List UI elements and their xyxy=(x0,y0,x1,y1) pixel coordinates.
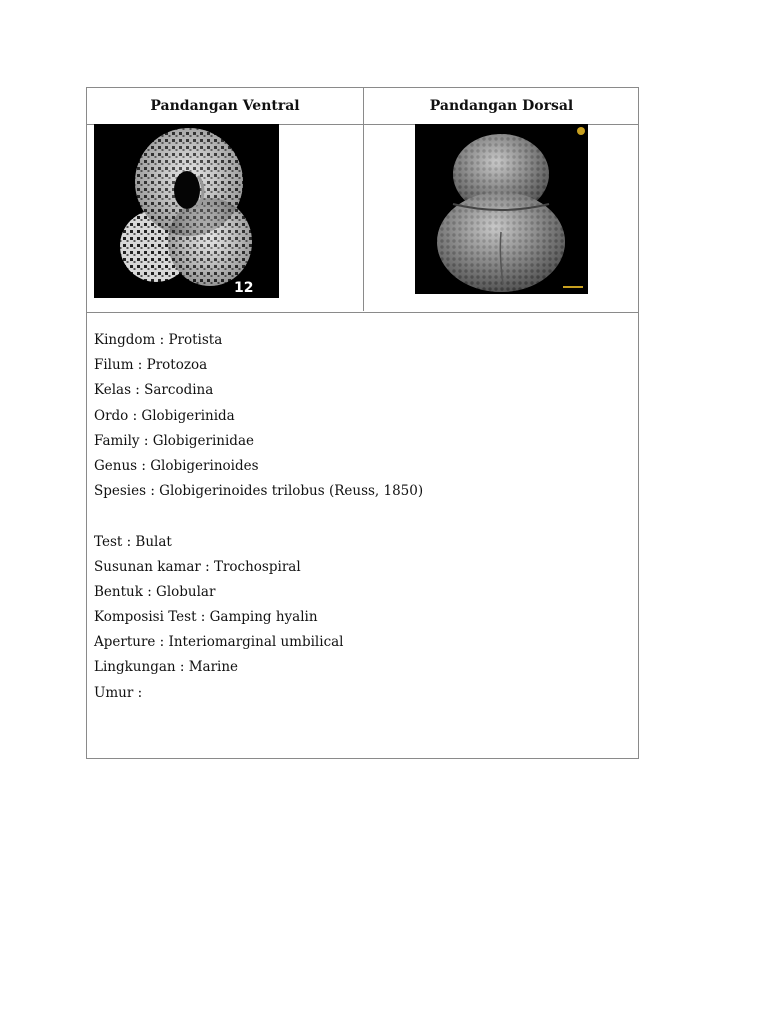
ventral-plate-number: 12 xyxy=(234,280,254,296)
test-line: Test : Bulat xyxy=(94,533,172,550)
umur-line: Umur : xyxy=(94,684,143,701)
blank-line xyxy=(94,504,624,529)
ordo-line: Ordo : Globigerinida xyxy=(94,407,235,424)
header-ventral: Pandangan Ventral xyxy=(150,98,300,114)
komposisi-test-line: Komposisi Test : Gamping hyalin xyxy=(94,609,318,626)
ventral-view-image xyxy=(94,124,279,298)
specimen-table xyxy=(86,87,639,759)
bentuk-line: Bentuk : Globular xyxy=(94,583,216,600)
aperture-line: Aperture : Interiomarginal umbilical xyxy=(94,634,344,651)
spesies-line: Spesies : Globigerinoides trilobus (Reuss, 1850) xyxy=(94,483,424,500)
filum-line: Filum : Protozoa xyxy=(94,357,208,374)
image-row xyxy=(87,124,638,313)
specimen-info xyxy=(94,328,624,706)
kingdom-line: Kingdom : Protista xyxy=(94,332,223,348)
lingkungan-line: Lingkungan : Marine xyxy=(94,659,239,676)
dorsal-view-image xyxy=(415,124,588,294)
genus-line: Genus : Globigerinoides xyxy=(94,457,259,474)
kelas-line: Kelas : Sarcodina xyxy=(94,382,214,399)
header-dorsal: Pandangan Dorsal xyxy=(429,98,574,114)
family-line: Family : Globigerinidae xyxy=(94,432,254,449)
susunan-kamar-line: Susunan kamar : Trochospiral xyxy=(94,558,301,575)
